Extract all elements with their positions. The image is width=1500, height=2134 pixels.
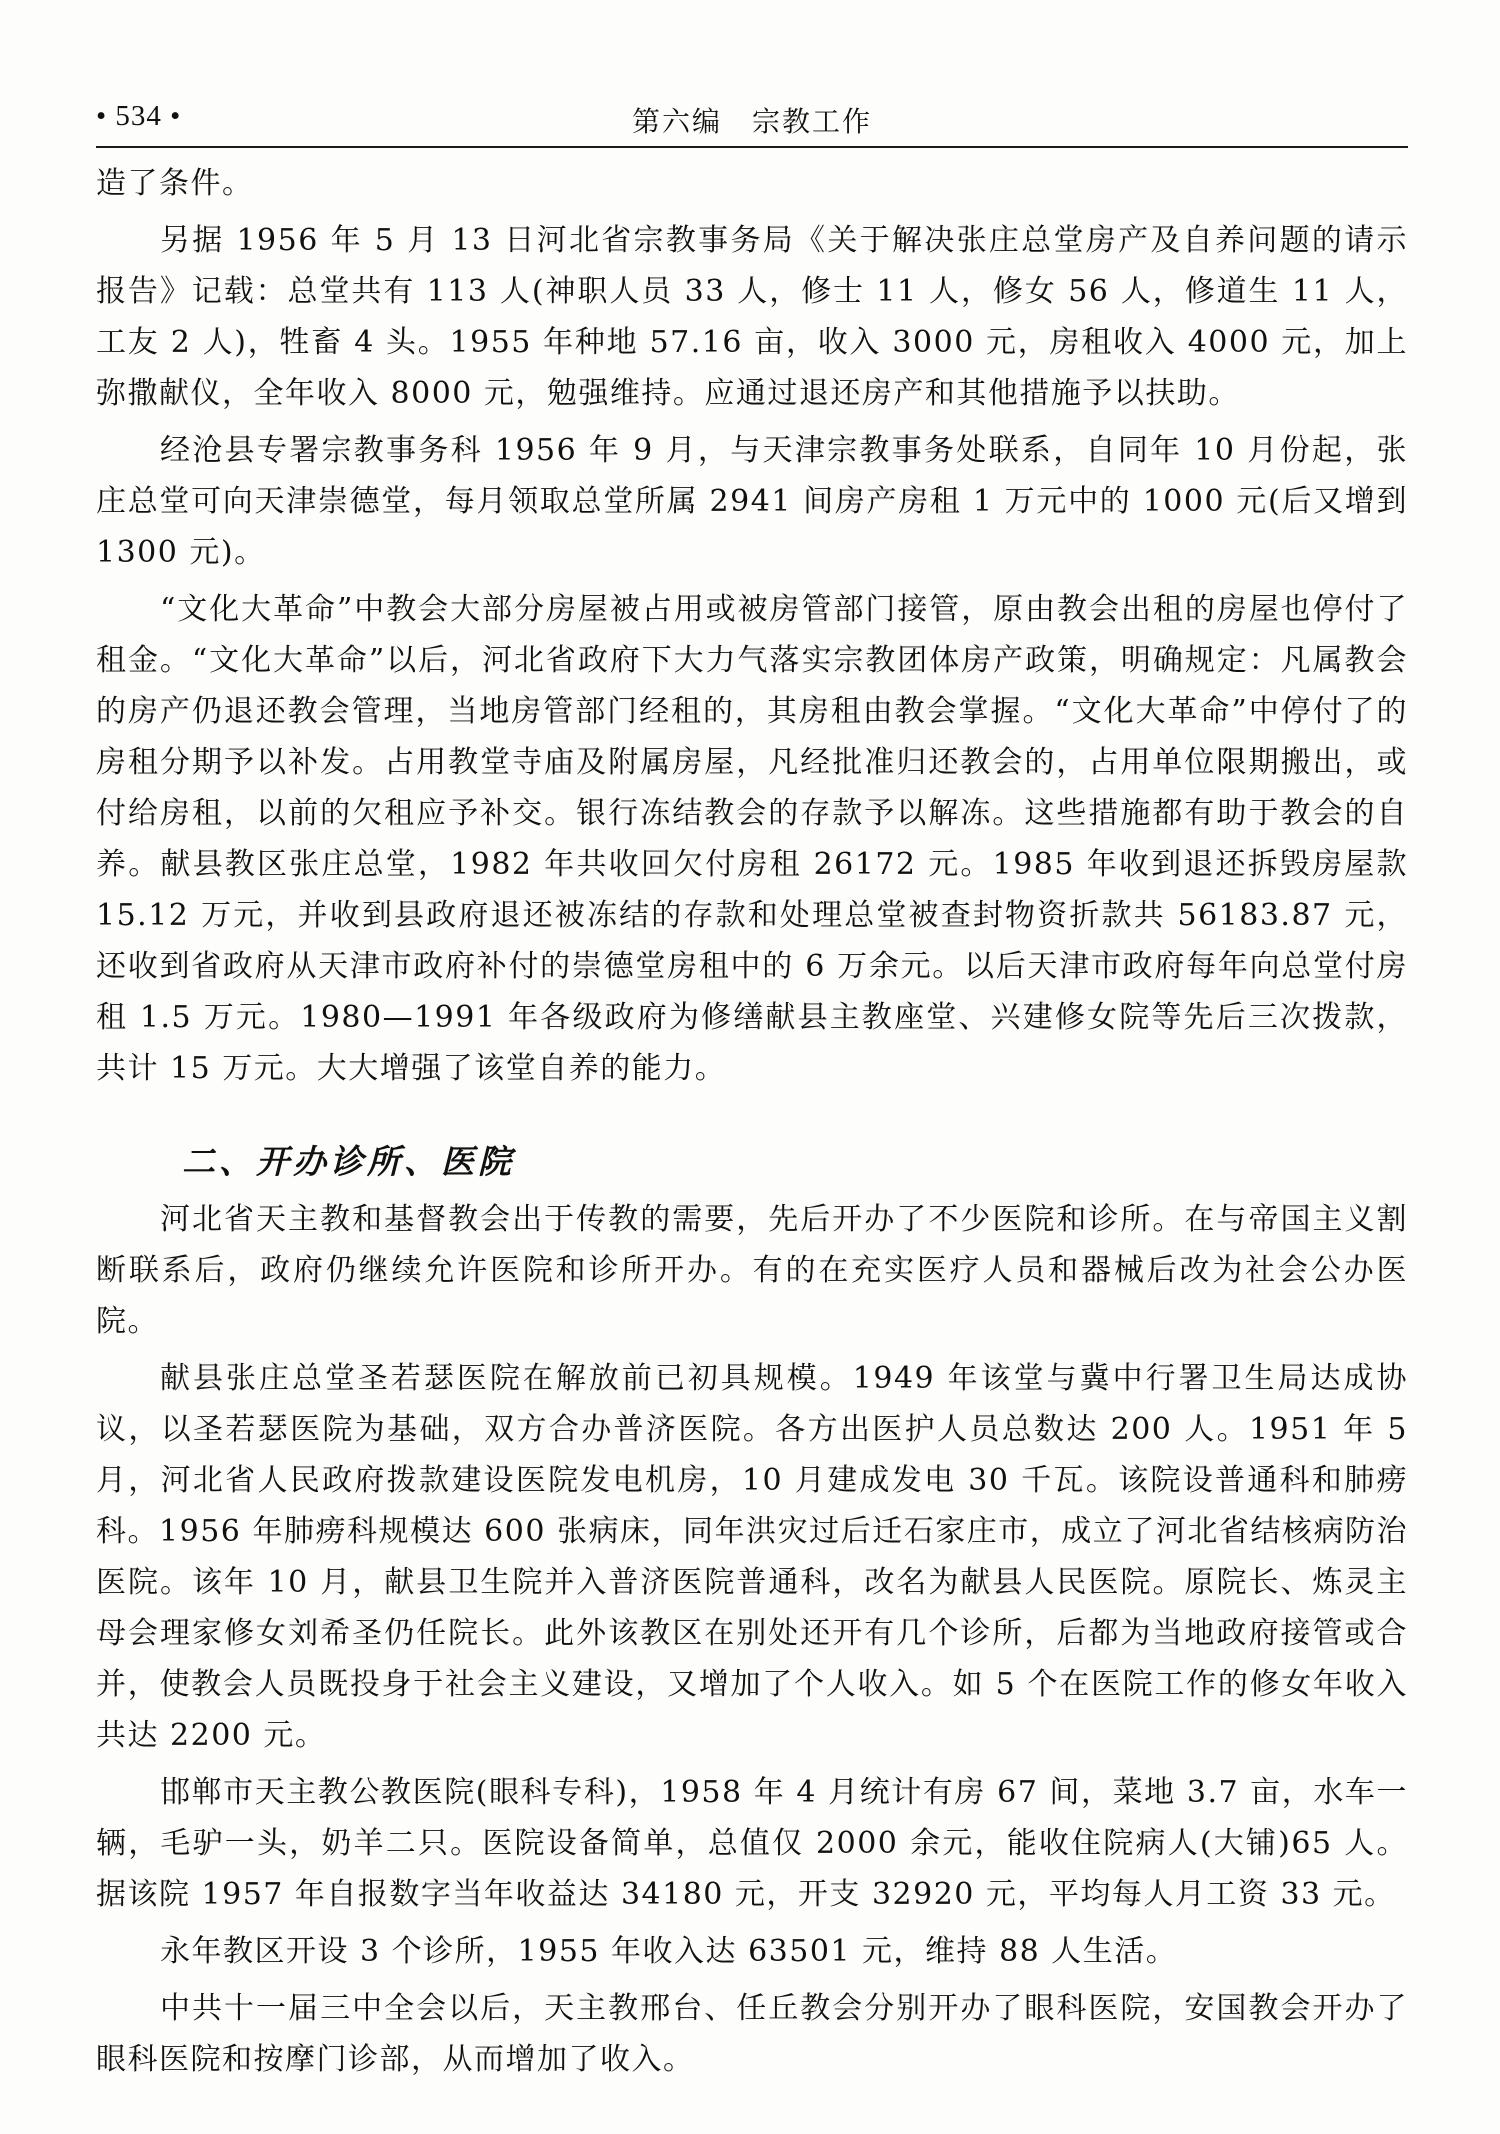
paragraph: “文化大革命”中教会大部分房屋被占用或被房管部门接管，原由教会出租的房屋也停付了租金。“文化大革命”以后，河北省政府下大力气落实宗教团体房产政策，明确规定：凡属教会的房产仍退还教会管理，当地房管部门经租的，其房租由教会掌握。“文化大革命”中停付了的房租分期予以补发。占用教堂寺庙及附属房屋，凡经批准归还教会的，占用单位限期搬出，或付给房租，以前的欠租应予补交。银行冻结教会的存款予以解冻。这些措施都有助于教会的自养。献县教区张庄总堂，1982 年共收回欠付房租 26172 元。1985 年收到退还拆毁房屋款 15.12 万元，并收到县政府退还被冻结的存款和处理总堂被查封物资折款共 56183.87 元，还收到省政府从天津市政府补付的崇德堂房租中的 6 万余元。以后天津市政府每年向总堂付房租 1.5 万元。1980—1991 年各级政府为修缮献县主教座堂、兴建修女院等先后三次拨款，共计 15 万元。大大增强了该堂自养的能力。: [96, 592, 1408, 1086]
paragraph-continuation: 造了条件。: [96, 166, 254, 201]
paragraph: 献县张庄总堂圣若瑟医院在解放前已初具规模。1949 年该堂与冀中行署卫生局达成协议，以圣若瑟医院为基础，双方合办普济医院。各方出医护人员总数达 200 人。1951 年 5 月，河北省人民政府拨款建设医院发电机房，10 月建成发电 30 千瓦。该院设普通科和肺痨科。1956 年肺痨科规模达 600 张病床，同年洪灾过后迁石家庄市，成立了河北省结核病防治医院。该年 10 月，献县卫生院并入普济医院普通科，改名为献县人民医院。原院长、炼灵主母会理家修女刘希圣仍任院长。此外该教区在别处还开有几个诊所，后都为当地政府接管或合并，使教会人员既投身于社会主义建设，又增加了个人收入。如 5 个在医院工作的修女年收入共达 2200 元。: [96, 1361, 1408, 1753]
section-heading: 二、开办诊所、医院: [182, 1142, 515, 1181]
page-number: • 534 •: [96, 100, 182, 132]
page-header: [96, 100, 1408, 144]
paragraph: 河北省天主教和基督教会出于传教的需要，先后开办了不少医院和诊所。在与帝国主义割断联系后，政府仍继续允许医院和诊所开办。有的在充实医疗人员和器械后改为社会公办医院。: [96, 1202, 1408, 1339]
body-text: [96, 158, 1408, 2091]
paragraph: 另据 1956 年 5 月 13 日河北省宗教事务局《关于解决张庄总堂房产及自养问题的请示报告》记载：总堂共有 113 人(神职人员 33 人，修士 11 人，修女 56 人，修道生 11 人，工友 2 人)，牲畜 4 头。1955 年种地 57.16 亩，收入 3000 元，房租收入 4000 元，加上弥撒献仪，全年收入 8000 元，勉强维持。应通过退还房产和其他措施予以扶助。: [96, 223, 1408, 411]
paragraph: 中共十一届三中全会以后，天主教邢台、任丘教会分别开办了眼科医院，安国教会开办了眼科医院和按摩门诊部，从而增加了收入。: [96, 1991, 1408, 2077]
paragraph: 经沧县专署宗教事务科 1956 年 9 月，与天津宗教事务处联系，自同年 10 月份起，张庄总堂可向天津崇德堂，每月领取总堂所属 2941 间房产房租 1 万元中的 1000 元(后又增到 1300 元)。: [96, 433, 1408, 570]
paragraph: 邯郸市天主教公教医院(眼科专科)，1958 年 4 月统计有房 67 间，菜地 3.7 亩，水车一辆，毛驴一头，奶羊二只。医院设备简单，总值仅 2000 余元，能收住院病人(大铺)65 人。据该院 1957 年自报数字当年收益达 34180 元，开支 32920 元，平均每人月工资 33 元。: [96, 1775, 1408, 1912]
paragraph: 永年教区开设 3 个诊所，1955 年收入达 63501 元，维持 88 人生活。: [160, 1934, 1178, 1969]
header-divider: [96, 146, 1408, 148]
running-head: 第六编 宗教工作: [631, 105, 872, 138]
